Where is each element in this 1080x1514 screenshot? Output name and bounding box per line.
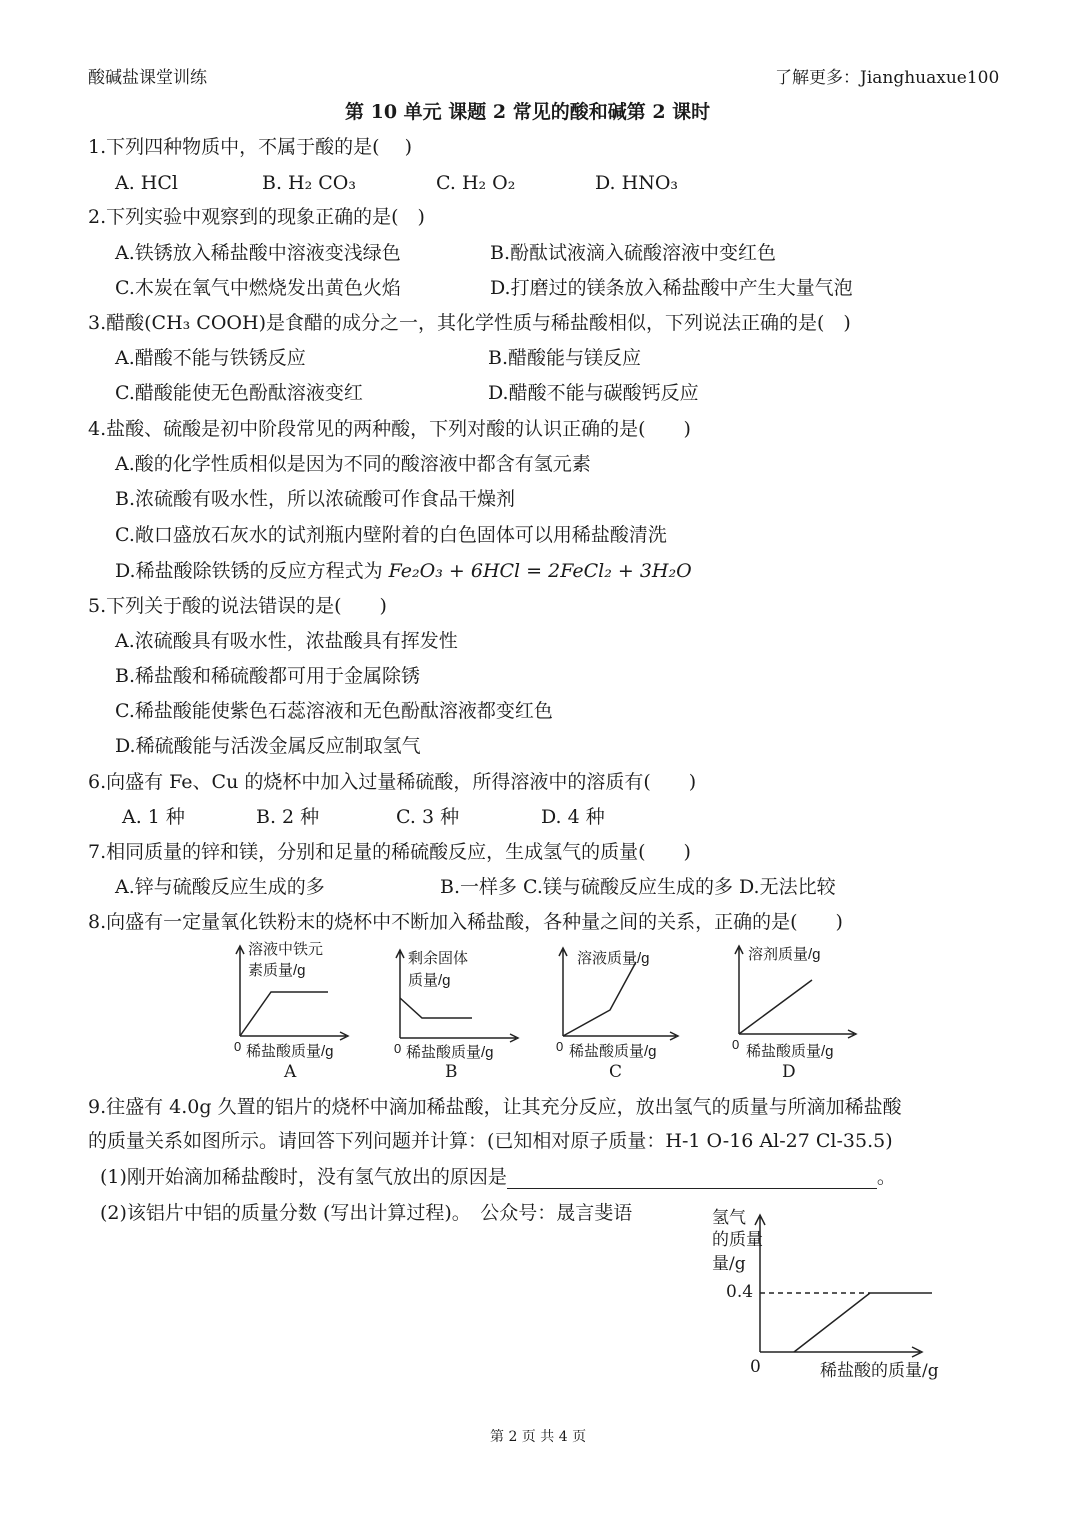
q9-sub1-text: (1)刚开始滴加稀盐酸时，没有氢气放出的原因是 (100, 1166, 507, 1188)
q6-option-c: C. 3 种 (396, 806, 460, 828)
page-title: 第 10 单元 课题 2 常见的酸和碱第 2 课时 (345, 101, 711, 123)
graph-c-origin: 0 (556, 1039, 564, 1054)
q7-option-bcd: B.一样多 C.镁与硫酸反应生成的多 D.无法比较 (440, 876, 836, 898)
q4-option-d (115, 559, 692, 583)
graph-d-xlabel: 稀盐酸质量/g (746, 1043, 834, 1060)
q4-equation: Fe₂O₃ + 6HCl = 2FeCl₂ + 3H₂O (388, 560, 692, 582)
graph-b-ylabel: 剩余固体 (408, 950, 469, 967)
q5-option-d: D.稀硫酸能与活泼金属反应制取氢气 (115, 735, 421, 757)
q6-option-a: A. 1 种 (122, 806, 185, 828)
q3-stem: 3.醋酸(CH₃ COOH)是食醋的成分之一，其化学性质与稀盐酸相似，下列说法正确的是( ) (88, 312, 851, 334)
q9-graph-ytick: 0.4 (726, 1282, 754, 1302)
q5-option-b: B.稀盐酸和稀硫酸都可用于金属除锈 (115, 665, 421, 687)
header-left: 酸碱盐课堂训练 (88, 68, 207, 88)
q7-stem: 7.相同质量的锌和镁，分别和足量的稀硫酸反应，生成氢气的质量( ) (88, 841, 691, 863)
graph-c-letter: C (609, 1062, 623, 1082)
q1-option-c: C. H₂ O₂ (436, 172, 516, 194)
graph-a-xlabel: 稀盐酸质量/g (246, 1043, 334, 1060)
q6-option-d: D. 4 种 (541, 806, 605, 828)
q8-graph-c (550, 938, 680, 1088)
q2-option-c: C.木炭在氧气中燃烧发出黄色火焰 (115, 277, 401, 299)
q9-graph-ylabel-1: 氢气 (712, 1208, 746, 1228)
page-footer: 第 2 页 共 4 页 (490, 1429, 587, 1445)
graph-a-ylabel-2: 素质量/g (248, 962, 306, 979)
q9-sub1-end: 。 (876, 1166, 896, 1188)
graph-c-xlabel: 稀盐酸质量/g (569, 1043, 657, 1060)
q1-stem: 1.下列四种物质中，不属于酸的是( ) (88, 136, 412, 158)
q9-sub1 (100, 1165, 896, 1189)
graph-b-origin: 0 (394, 1041, 402, 1056)
graph-b-xlabel: 稀盐酸质量/g (406, 1044, 494, 1061)
graph-d-letter: D (782, 1062, 796, 1082)
q8-graph-a (228, 938, 358, 1088)
graph-a-letter: A (284, 1062, 297, 1082)
q7-option-a: A.锌与硫酸反应生成的多 (115, 876, 325, 898)
graph-d-ylabel: 溶剂质量/g (748, 946, 821, 963)
q3-option-a: A.醋酸不能与铁锈反应 (115, 347, 306, 369)
q9-graph-origin: 0 (750, 1357, 761, 1377)
q4-stem: 4.盐酸、硫酸是初中阶段常见的两种酸，下列对酸的认识正确的是( ) (88, 418, 691, 440)
graph-c-ylabel: 溶液质量/g (577, 950, 650, 967)
q2-option-b: B.酚酞试液滴入硫酸溶液中变红色 (490, 242, 777, 264)
q9-sub1-answer-blank[interactable] (507, 1170, 877, 1189)
q8-stem: 8.向盛有一定量氧化铁粉末的烧杯中不断加入稀盐酸，各种量之间的关系，正确的是( ) (88, 911, 843, 933)
q9-graph-xlabel: 稀盐酸的质量/g (820, 1361, 939, 1381)
q2-stem: 2.下列实验中观察到的现象正确的是( ) (88, 206, 425, 228)
q2-option-d: D.打磨过的镁条放入稀盐酸中产生大量气泡 (490, 277, 853, 299)
q9-stem-line2: 的质量关系如图所示。请回答下列问题并计算：(已知相对原子质量：H-1 O-16 Al-27 Cl-35.5) (88, 1130, 893, 1152)
graph-a-origin: 0 (234, 1039, 242, 1054)
graph-b-letter: B (445, 1062, 458, 1082)
q4-option-c: C.敞口盛放石灰水的试剂瓶内壁附着的白色固体可以用稀盐酸清洗 (115, 524, 667, 546)
q8-graph-b (390, 938, 520, 1088)
graph-a-ylabel: 溶液中铁元 (248, 941, 324, 958)
graph-b-ylabel-2: 质量/g (408, 972, 451, 989)
graph-d-origin: 0 (732, 1037, 740, 1052)
q4-option-d-text: D.稀盐酸除铁锈的反应方程式为 (115, 560, 383, 582)
q9-stem-line1: 9.往盛有 4.0g 久置的铝片的烧杯中滴加稀盐酸，让其充分反应，放出氢气的质量与所滴加稀盐酸 (88, 1096, 902, 1118)
q9-graph-ylabel-2: 的质量 (712, 1230, 763, 1250)
q9-sub2: (2)该铝片中铝的质量分数 (写出计算过程)。 公众号：晟言斐语 (100, 1202, 633, 1224)
q3-option-c: C.醋酸能使无色酚酞溶液变红 (115, 382, 363, 404)
q3-option-b: B.醋酸能与镁反应 (488, 347, 642, 369)
q4-option-a: A.酸的化学性质相似是因为不同的酸溶液中都含有氢元素 (115, 453, 591, 475)
q5-option-c: C.稀盐酸能使紫色石蕊溶液和无色酚酞溶液都变红色 (115, 700, 553, 722)
q8-graph-d (730, 938, 860, 1088)
header-right: 了解更多：Jianghuaxue100 (775, 68, 1000, 88)
q1-option-a: A. HCl (115, 172, 178, 194)
q6-stem: 6.向盛有 Fe、Cu 的烧杯中加入过量稀硫酸，所得溶液中的溶质有( ) (88, 771, 697, 793)
q1-option-b: B. H₂ CO₃ (262, 172, 356, 194)
q9-graph-ylabel-3: 量/g (712, 1254, 746, 1274)
q5-option-a: A.浓硫酸具有吸水性，浓盐酸具有挥发性 (115, 630, 458, 652)
q4-option-b: B.浓硫酸有吸水性，所以浓硫酸可作食品干燥剂 (115, 488, 516, 510)
q1-option-d: D. HNO₃ (595, 172, 679, 194)
q2-option-a: A.铁锈放入稀盐酸中溶液变浅绿色 (115, 242, 401, 264)
q9-graph (700, 1205, 960, 1390)
q3-option-d: D.醋酸不能与碳酸钙反应 (488, 382, 699, 404)
q5-stem: 5.下列关于酸的说法错误的是( ) (88, 595, 387, 617)
q6-option-b: B. 2 种 (256, 806, 320, 828)
